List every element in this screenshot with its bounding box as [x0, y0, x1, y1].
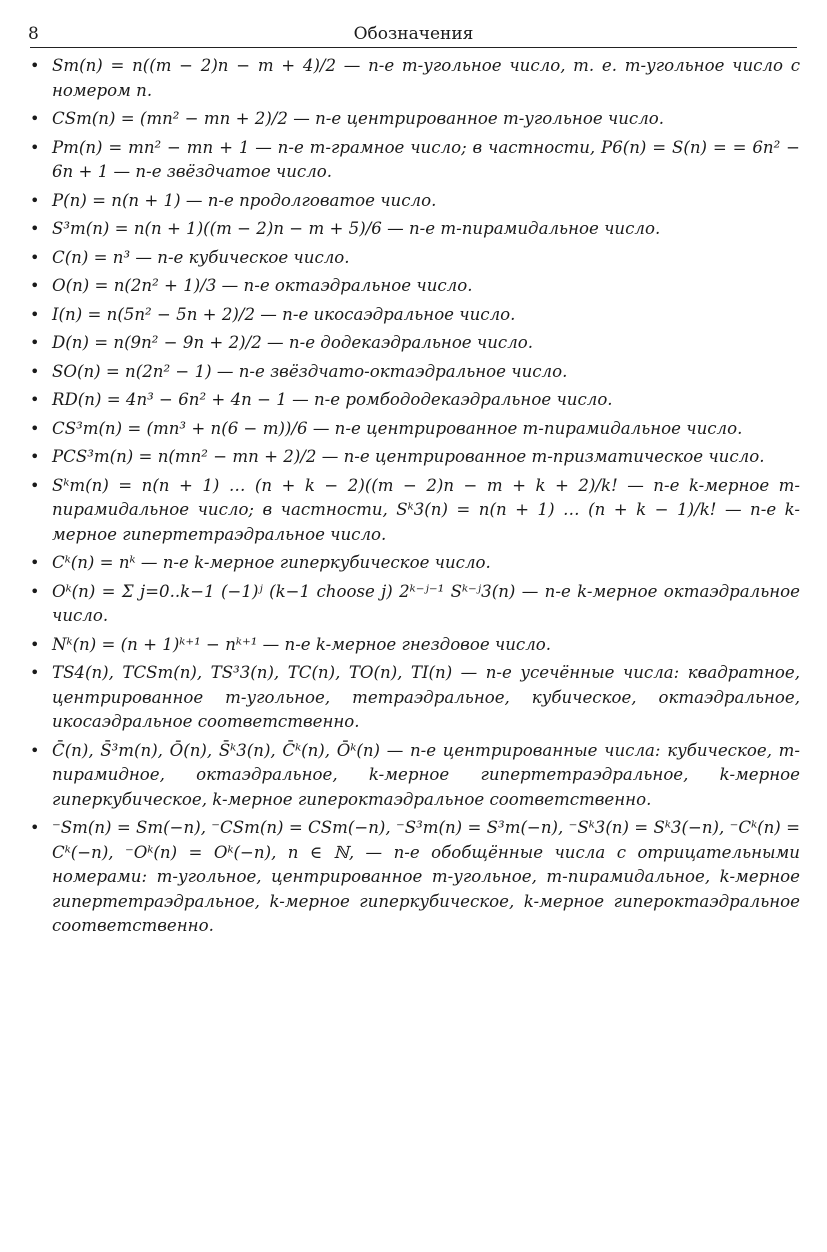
notation-item [30, 739, 800, 813]
notation-item [30, 360, 800, 385]
bullet-icon: • [30, 418, 40, 438]
bullet-icon: • [30, 137, 40, 157]
notation-item [30, 107, 800, 132]
bullet-icon: • [30, 818, 40, 837]
notation-item [30, 274, 800, 299]
bullet-icon: • [30, 581, 40, 601]
bullet-icon: • [30, 333, 40, 352]
notation-item [30, 633, 800, 658]
page-header-title: Обозначения [353, 24, 474, 44]
notation-text: O(n) = n(2n² + 1)/3 — n-е октаэдральное число. [52, 276, 473, 295]
bullet-icon: • [30, 304, 40, 324]
notation-text: P(n) = n(n + 1) — n-е продолговатое число. [52, 190, 437, 210]
notation-item [30, 417, 800, 442]
notation-item [30, 136, 800, 185]
notation-item [30, 303, 800, 328]
notation-item [30, 551, 800, 576]
notation-item [30, 189, 800, 214]
bullet-icon: • [30, 447, 40, 466]
bullet-icon: • [30, 740, 40, 760]
notation-item [30, 246, 800, 271]
notation-text: Sᵏm(n) = n(n + 1) … (n + k − 2)((m − 2)n − m + k + 2)/k! — n-е k-мерное m-пирамидальное число; в частности, Sᵏ3(n) = n(n + 1) … (n + k − 1)/k! — n-е k-мерное гипертетраэдральное число. [52, 475, 800, 544]
notation-text: CSm(n) = (mn² − mn + 2)/2 — n-е центрированное m-угольное число. [52, 109, 665, 128]
bullet-icon: • [30, 390, 40, 409]
bullet-icon: • [30, 247, 40, 267]
notation-text: ⁻Sm(n) = Sm(−n), ⁻CSm(n) = CSm(−n), ⁻S³m(n) = S³m(−n), ⁻Sᵏ3(n) = Sᵏ3(−n), ⁻Cᵏ(n) = Cᵏ(−n), ⁻Oᵏ(n) = Oᵏ(−n), n ∈ ℕ, — n-е обобщённые числа с отрицательными номерами: m-угольное, центрированное m-угольное, m-пирамидальное, k-мерное гипертетраэдральное, k-мерное гиперкубическое, k-мерное гипероктаэдральное соответственно. [52, 818, 800, 935]
notation-item [30, 388, 800, 413]
notation-text: I(n) = n(5n² − 5n + 2)/2 — n-е икосаэдральное число. [52, 304, 516, 324]
notation-list [30, 54, 800, 943]
bullet-icon: • [30, 663, 40, 682]
bullet-icon: • [30, 276, 40, 295]
notation-item [30, 217, 800, 242]
notation-text: D(n) = n(9n² − 9n + 2)/2 — n-е додекаэдральное число. [52, 333, 534, 352]
notation-text: S³m(n) = n(n + 1)((m − 2)n − m + 5)/6 — n-е m-пирамидальное число. [52, 219, 661, 238]
notation-text: SO(n) = n(2n² − 1) — n-е звёздчато-октаэдральное число. [52, 361, 568, 381]
bullet-icon: • [30, 219, 40, 238]
notation-item [30, 661, 800, 735]
notation-text: TS4(n), TCSm(n), TS³3(n), TC(n), TO(n), TI(n) — n-е усечённые числа: квадратное, центрированное m-угольное, тетраэдральное, кубическое, октаэдральное, икосаэдральное соответственно. [52, 663, 800, 731]
notation-text: C(n) = n³ — n-е кубическое число. [52, 247, 350, 267]
bullet-icon: • [30, 475, 40, 495]
notation-text: CS³m(n) = (mn³ + n(6 − m))/6 — n-е центрированное m-пирамидальное число. [52, 418, 743, 438]
notation-item [30, 580, 800, 629]
notation-item [30, 54, 800, 103]
notation-text: Oᵏ(n) = Σ j=0..k−1 (−1)ʲ (k−1 choose j) 2ᵏ⁻ʲ⁻¹ Sᵏ⁻ʲ3(n) — n-е k-мерное октаэдральное число. [52, 581, 800, 625]
notation-text: PCS³m(n) = n(mn² − mn + 2)/2 — n-е центрированное m-призматическое число. [52, 447, 765, 466]
notation-item [30, 331, 800, 356]
notation-text: Nᵏ(n) = (n + 1)ᵏ⁺¹ − nᵏ⁺¹ — n-е k-мерное гнездовое число. [52, 634, 552, 654]
notation-text: Sm(n) = n((m − 2)n − m + 4)/2 — n-е m-угольное число, т. е. m-угольное число с номером n. [52, 56, 800, 100]
notation-text: Cᵏ(n) = nᵏ — n-е k-мерное гиперкубическое число. [52, 553, 491, 572]
bullet-icon: • [30, 109, 40, 128]
notation-text: C̄(n), S̄³m(n), Ō(n), S̄ᵏ3(n), C̄ᵏ(n), Ōᵏ(n) — n-е центрированные числа: кубическое, m-пирамидное, октаэдральное, k-мерное гипертетраэдральное, k-мерное гиперкубическое, k-мерное гипероктаэдральное соответственно. [52, 740, 800, 809]
page-number: 8 [28, 24, 39, 44]
notation-item [30, 474, 800, 548]
bullet-icon: • [30, 553, 40, 572]
bullet-icon: • [30, 634, 40, 654]
notation-item [30, 445, 800, 470]
bullet-icon: • [30, 56, 40, 75]
bullet-icon: • [30, 361, 40, 381]
bullet-icon: • [30, 190, 40, 210]
notation-text: RD(n) = 4n³ − 6n² + 4n − 1 — n-е ромбододекаэдральное число. [52, 390, 613, 409]
notation-item [30, 816, 800, 939]
notation-text: Pm(n) = mn² − mn + 1 — n-е m-грамное число; в частности, P6(n) = S(n) = = 6n² − 6n + 1 — n-е звёздчатое число. [52, 137, 800, 181]
header-rule [30, 47, 797, 48]
